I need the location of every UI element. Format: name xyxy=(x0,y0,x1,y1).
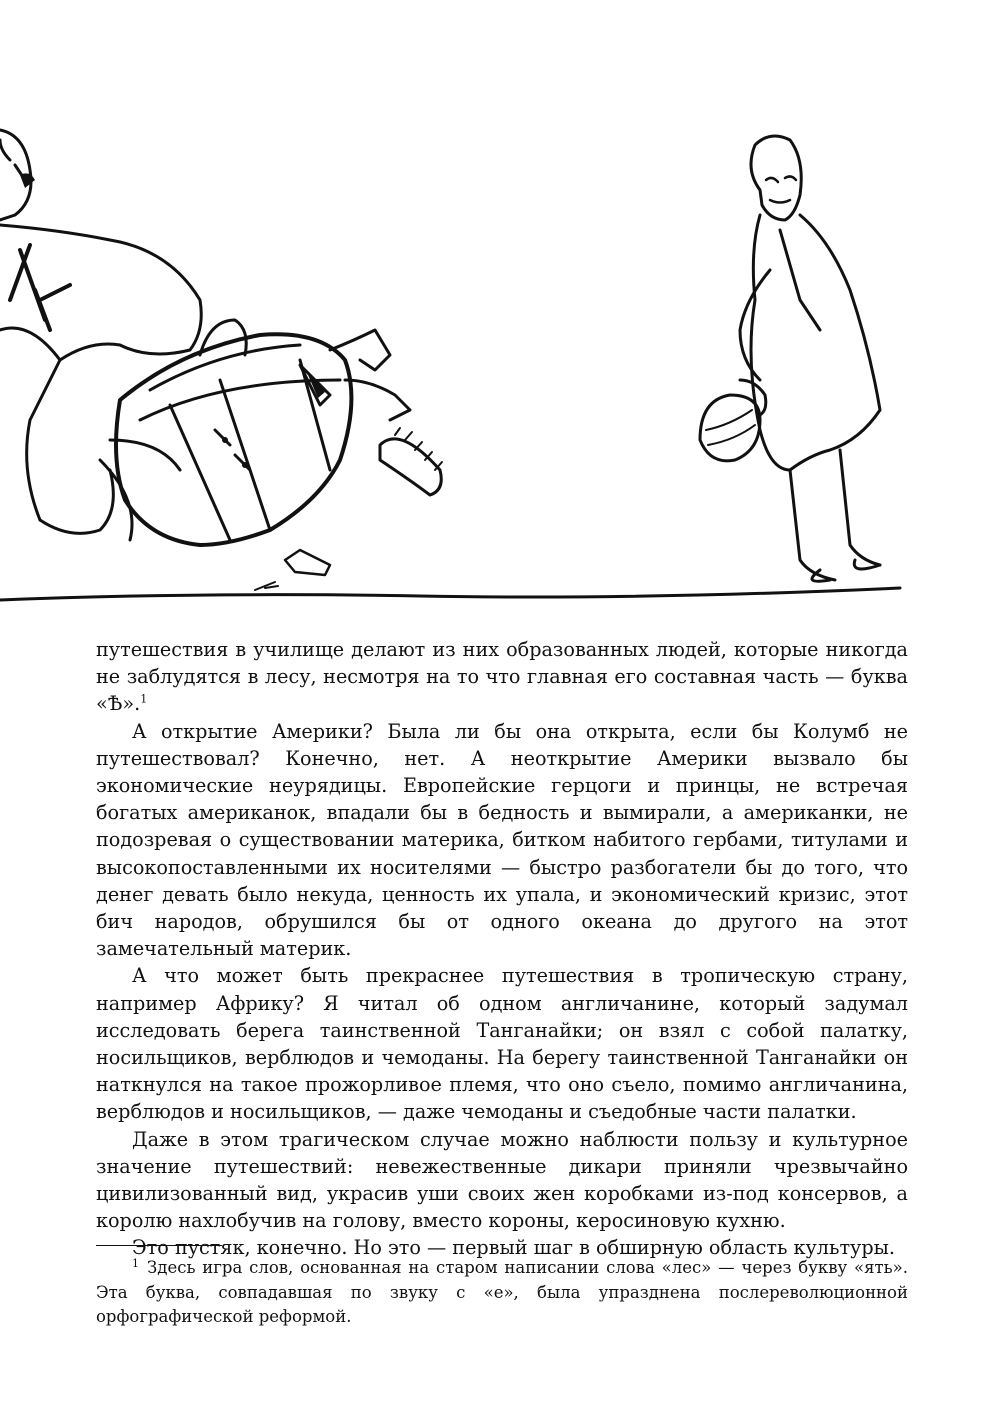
footnote-marker: 1 xyxy=(140,693,148,707)
cartoon-illustration xyxy=(0,0,1000,620)
paragraph: Даже в этом трагическом случае можно наблюсти пользу и культурное значение путешествий: невежественные дикари приняли чрезвычайно цивилизованный вид, украсив уши своих жен коробками из-под консервов, а королю нахлобучив на голову, вместо короны, керосиновую кухню. xyxy=(96,1127,908,1233)
paragraph: А что может быть прекраснее путешествия в тропическую страну, например Африку? Я читал об одном англичанине, который задумал исследовать берега таинственной Танганайки; он взял с собой палатку, носильщиков, верблюдов и чемоданы. На берегу таинственной Танганайки он наткнулся на такое прожорливое племя, что оно съело, помимо англичанина, верблюдов и носильщиков, — даже чемоданы и съедобные части палатки. xyxy=(96,964,908,1124)
paragraph xyxy=(96,636,908,718)
paragraph: А открытие Америки? Была ли бы она открыта, если бы Колумб не путешествовал? Конечно, нет. А неоткрытие Америки вызвало бы экономические неурядицы. Европейские герцоги и принцы, не встречая богатых американок, впадали бы в бедность и вымирали, а американки, не подозревая о существовании материка, битком набитого гербами, титулами и высокопоставленными их носителями — быстро разбогатели бы до того, что денег девать было некуда, ценность их упала, и экономический кризис, этот бич народов, обрушился бы от одного океана до другого на этот замечательный материк. xyxy=(96,719,908,961)
footnote-divider xyxy=(96,1245,222,1246)
footnote xyxy=(96,1256,908,1330)
footnote-text: Здесь игра слов, основанная на старом написании слова «лес» — через букву «ять». Эта буква, совпадавшая по звуку с «е», была упразднена послереволюционной орфографической реформой. xyxy=(96,1258,908,1326)
main-text xyxy=(96,636,908,1262)
footnote-paragraph xyxy=(96,1256,908,1330)
paragraph: Это пустяк, конечно. Но это — первый шаг в обширную область культуры. xyxy=(132,1236,896,1260)
paragraph-text: путешествия в училище делают из них образованных людей, которые никогда не заблудятся в лесу, несмотря на то что главная его составная часть — буква «Ѣ». xyxy=(96,638,908,716)
footnote-number: 1 xyxy=(132,1256,139,1270)
flying-brush xyxy=(380,439,441,495)
suitcase xyxy=(116,334,351,545)
ground-line xyxy=(0,588,900,600)
cartoon-travelers-icon xyxy=(0,0,1000,620)
